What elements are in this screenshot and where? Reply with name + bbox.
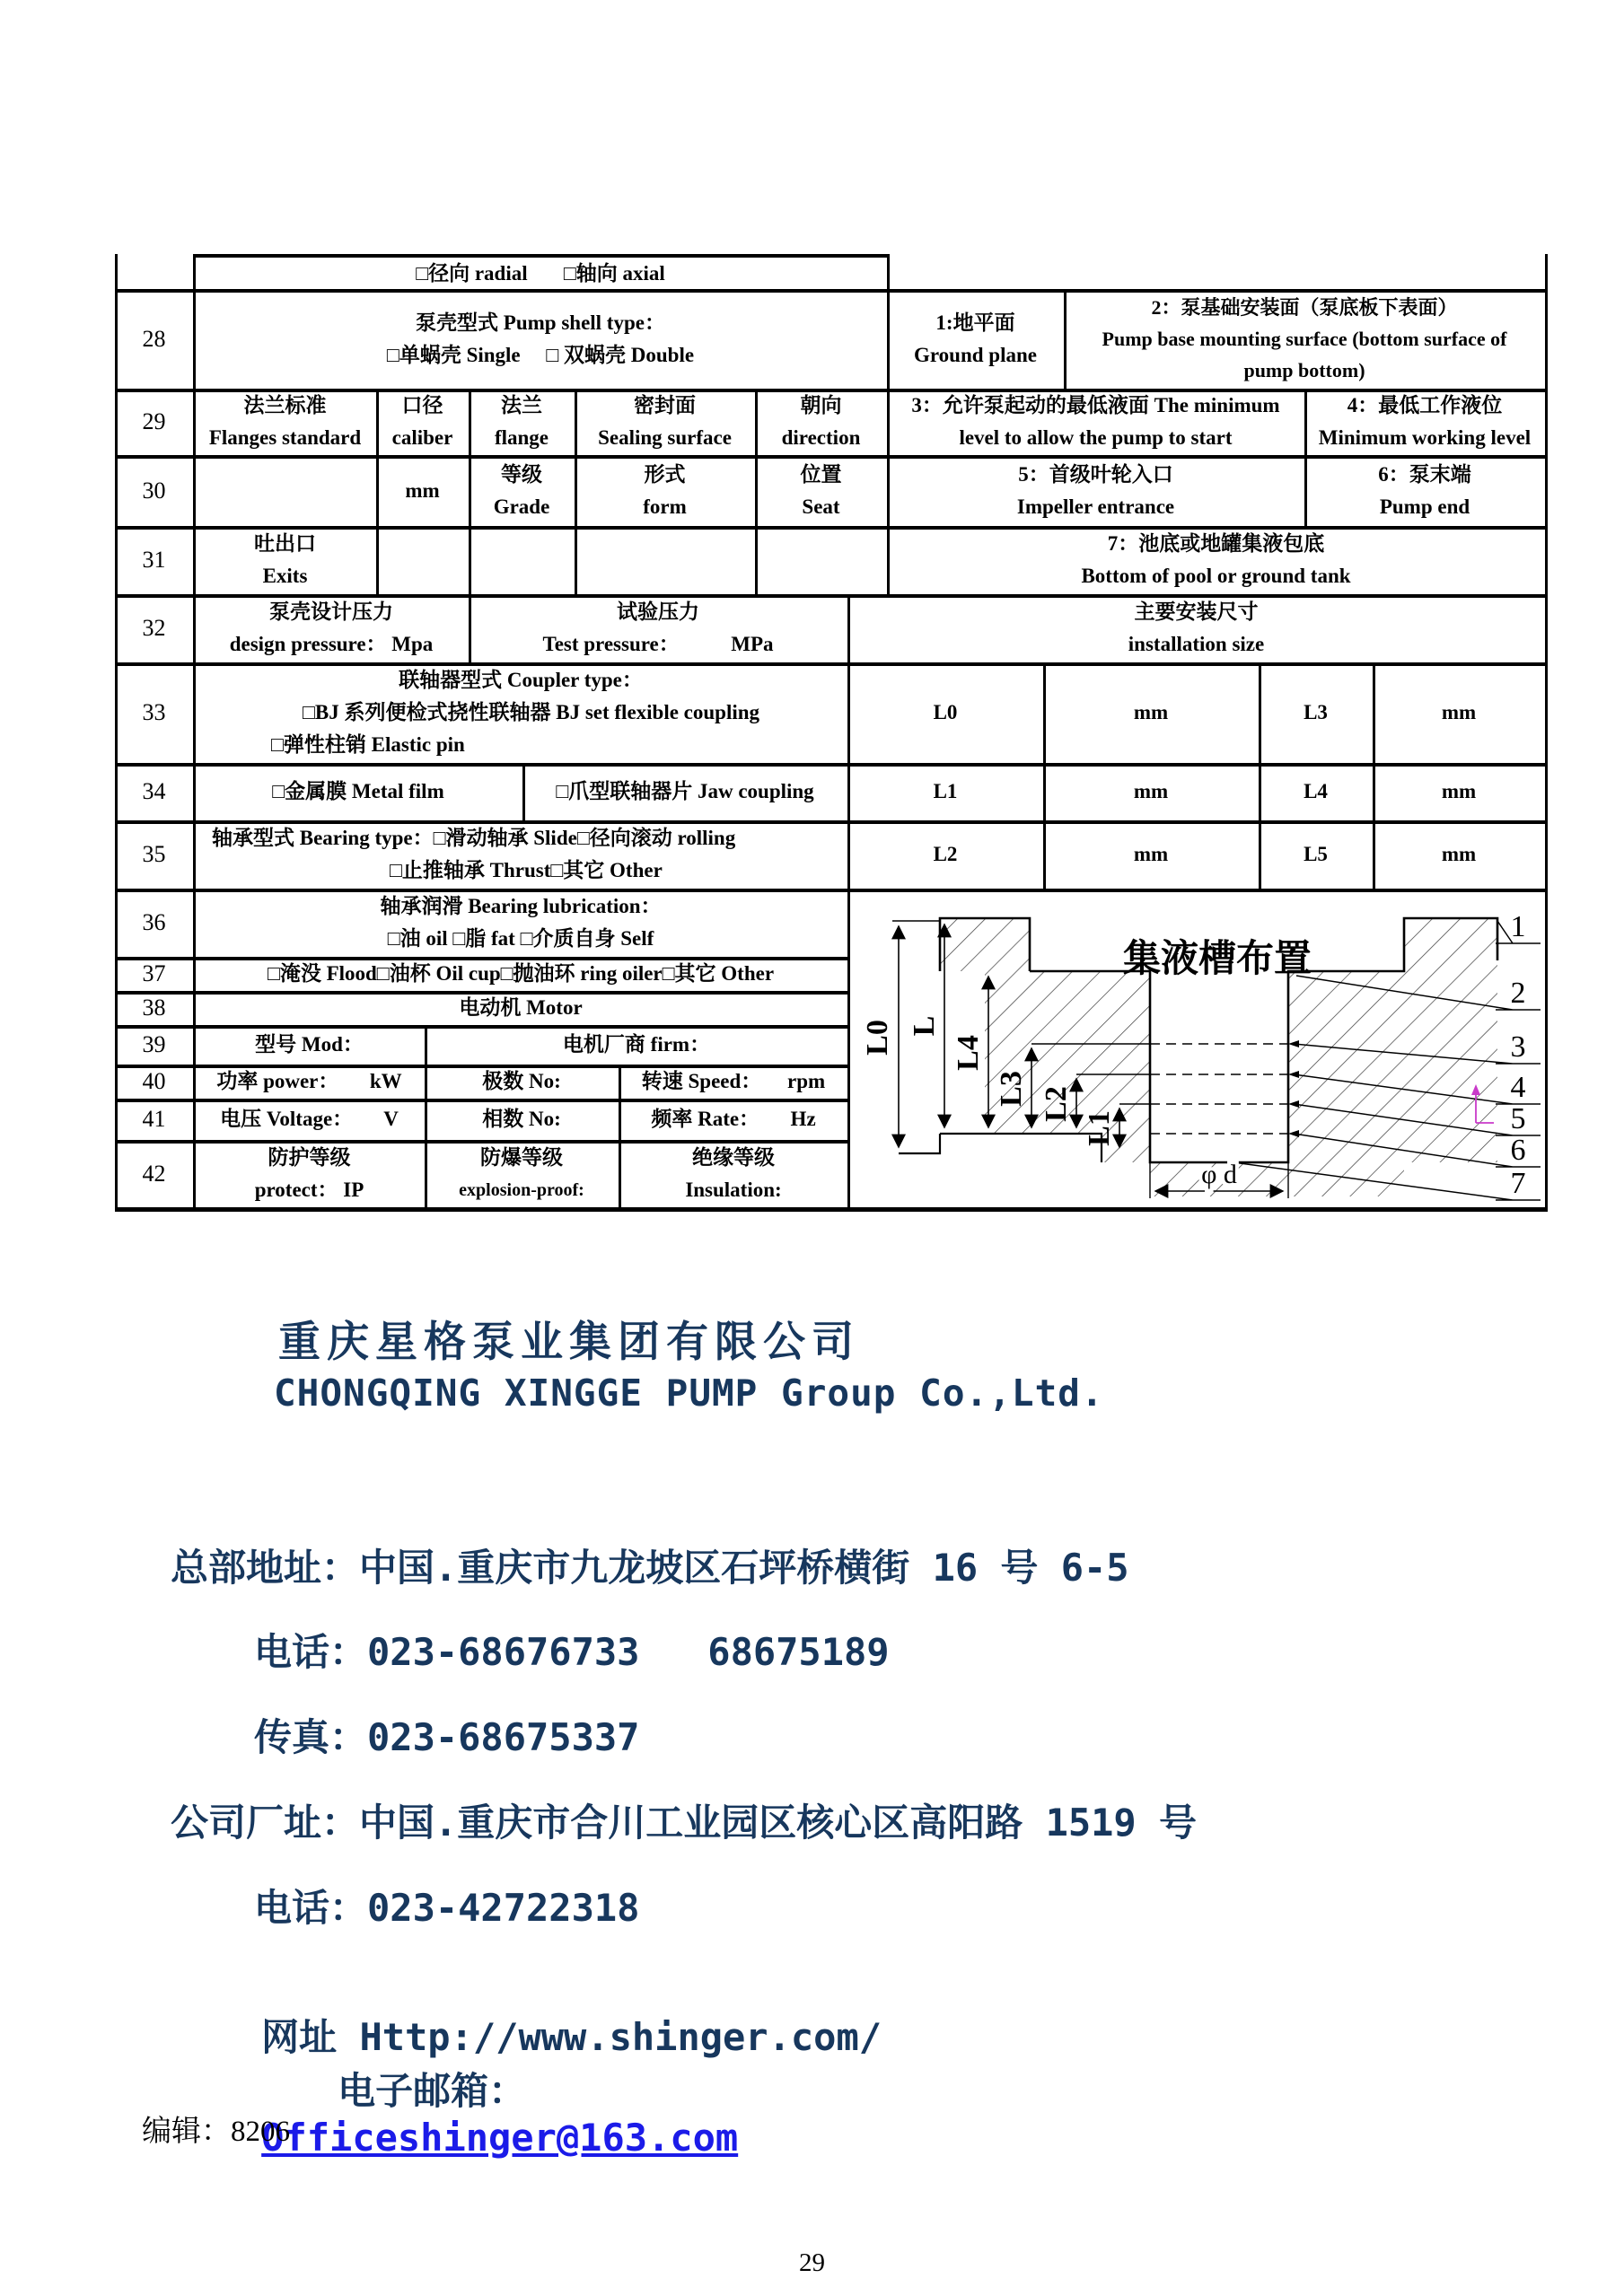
cell-text: installation size — [1128, 633, 1265, 655]
cell-text: Ground plane — [914, 343, 1037, 366]
cell-direction — [755, 389, 887, 455]
cell-text: L5 — [1304, 843, 1328, 865]
cell-insulation-grade — [619, 1140, 848, 1207]
cell-lubrication-options — [194, 957, 847, 991]
cell-text: 31 — [142, 547, 166, 573]
row-number-35 — [115, 820, 193, 889]
cell-text: 主要安装尺寸 — [1134, 600, 1259, 623]
cell-text: Flanges standard — [208, 426, 362, 449]
cell-text: 30 — [142, 477, 166, 504]
sump-layout-diagram — [847, 889, 1547, 1210]
cell-motor-header — [194, 991, 847, 1025]
leader-number-4: 4 — [1510, 1071, 1526, 1104]
cell-design-pressure — [194, 594, 469, 662]
cell-text: Bottom of pool or ground tank — [1081, 565, 1351, 587]
cell-text: 37 — [142, 960, 166, 986]
hq-address-line: 总部地址：中国.重庆市九龙坡区石坪桥横街 16 号 6-5 — [171, 1546, 1129, 1590]
cell-text: L1 — [933, 780, 958, 802]
cell-text: □止推轴承 Thrust□其它 Other — [390, 859, 663, 881]
cell-text: mm — [1133, 843, 1169, 865]
email-link[interactable]: Officeshinger@163.com — [261, 2116, 739, 2160]
cell-text: Exits — [262, 565, 308, 587]
cell-caliber — [376, 389, 469, 455]
website-url: 网址 Http://www.shinger.com/ — [261, 2015, 882, 2059]
cell-motor-poles — [425, 1065, 619, 1099]
cell-min-working-level — [1304, 389, 1545, 455]
cell-text: 功率 power： kW — [216, 1070, 402, 1092]
cell-text: 泵壳型式 Pump shell type： — [416, 311, 665, 334]
cell-text: 3：允许泵起动的最低液面 The minimum — [911, 394, 1280, 416]
cell-text: 电机厂商 firm： — [562, 1033, 711, 1056]
cell-text: 轴承润滑 Bearing lubrication： — [380, 895, 662, 917]
fax-line: 传真：023-68675337 — [254, 1715, 640, 1759]
cell-text: 防护等级 — [268, 1145, 351, 1169]
cell-text: 吐出口 — [254, 532, 316, 555]
cell-text: 法兰 — [501, 394, 542, 416]
cell-bearing-lubrication — [194, 889, 847, 957]
cell-text: 形式 — [644, 462, 686, 486]
cell-bottom-of-pool — [887, 526, 1545, 594]
cell-ground-plane — [887, 289, 1064, 389]
cell-text: pump bottom) — [1243, 359, 1365, 381]
cell-text: □弹性柱销 Elastic pin — [271, 733, 465, 756]
row-number-30 — [115, 455, 193, 526]
row-number-37 — [115, 957, 193, 991]
row-number-29 — [115, 389, 193, 455]
factory-address-line: 公司厂址：中国.重庆市合川工业园区核心区高阳路 1519 号 — [171, 1801, 1198, 1845]
cell-pump-end — [1304, 455, 1545, 526]
cell-text: 36 — [142, 909, 166, 935]
cell-dim-L5 — [1259, 820, 1373, 889]
cell-protect-grade — [194, 1140, 425, 1207]
cell-jaw-coupling — [522, 763, 847, 820]
cell-motor-speed — [619, 1065, 848, 1099]
cell-pump-shell-type — [194, 289, 887, 389]
dim-label-L3: L3 — [995, 1071, 1028, 1107]
cell-text: 41 — [142, 1106, 166, 1132]
cell-flanges-standard — [194, 389, 376, 455]
cell-text: Pump end — [1379, 495, 1470, 518]
cell-text: Test pressure： MPa — [542, 633, 774, 655]
cell-L3-mm — [1373, 662, 1545, 763]
cell-sealing-surface — [575, 389, 755, 455]
cell-text: level to allow the pump to start — [959, 426, 1233, 449]
cell-text: 39 — [142, 1031, 166, 1057]
cell-exits — [194, 526, 376, 594]
row-number-42 — [115, 1140, 193, 1207]
cell-text: 等级 — [501, 462, 542, 486]
cell-text: 位置 — [800, 462, 842, 486]
cell-motor-power — [194, 1065, 425, 1099]
leader-number-5: 5 — [1510, 1102, 1526, 1135]
cell-text: □油 oil □脂 fat □介质自身 Self — [387, 927, 654, 950]
cell-text: 相数 No: — [482, 1108, 561, 1130]
cell-text: L0 — [933, 701, 958, 723]
leader-number-1: 1 — [1510, 910, 1526, 943]
leader-number-7: 7 — [1510, 1167, 1526, 1200]
cell-text: mm — [1133, 701, 1169, 723]
cell-text: 42 — [142, 1160, 166, 1187]
cell-seat — [755, 455, 887, 526]
cell-impeller-entrance — [887, 455, 1304, 526]
cell-text: design pressure： Mpa — [229, 633, 434, 655]
leader-number-3: 3 — [1510, 1030, 1526, 1064]
level-dashed-lines — [1150, 1044, 1288, 1134]
row-number-41 — [115, 1099, 193, 1140]
cell-motor-firm — [425, 1025, 848, 1065]
cell-text: L3 — [1304, 701, 1328, 723]
cell-text: 33 — [142, 699, 166, 725]
cell-flange — [469, 389, 575, 455]
cell-motor-model — [194, 1025, 425, 1065]
cell-text: □单蜗壳 Single □ 双蜗壳 Double — [386, 343, 695, 366]
cell-dim-L2 — [847, 820, 1043, 889]
cell-L0-mm — [1043, 662, 1259, 763]
cell-dim-L1 — [847, 763, 1043, 820]
row-number-36 — [115, 889, 193, 957]
cell-text: 极数 No: — [482, 1070, 561, 1092]
row-number-38 — [115, 991, 193, 1025]
cell-grade — [469, 455, 575, 526]
dim-label-L: L — [908, 1015, 941, 1037]
cell-test-pressure — [469, 594, 847, 662]
row-number-40 — [115, 1065, 193, 1099]
cell-dim-L4 — [1259, 763, 1373, 820]
cell-text: explosion-proof: — [459, 1179, 584, 1200]
cell-text: 密封面 — [634, 394, 696, 416]
right-mass-hatch — [1288, 918, 1497, 1162]
cell-text: 35 — [142, 841, 166, 867]
cell-text: flange — [494, 426, 549, 449]
cell-coupler-type — [194, 662, 847, 763]
cell-pump-base-mounting — [1064, 289, 1545, 389]
cell-text: 绝缘等级 — [692, 1145, 775, 1169]
row-number-34 — [115, 763, 193, 820]
cell-text: □爪型联轴器片 Jaw coupling — [556, 780, 814, 802]
cell-text: 电动机 Motor — [459, 996, 583, 1019]
web-email-line — [171, 1964, 882, 2204]
cell-min-start-level — [887, 389, 1304, 455]
cell-text: mm — [1441, 780, 1477, 802]
company-name-cn: 重庆星格泵业集团有限公司 — [278, 1319, 860, 1366]
cell-text: 32 — [142, 615, 166, 641]
cell-text: 38 — [142, 995, 166, 1021]
cell-text: protect： IP — [254, 1178, 364, 1201]
left-pedestal-hatch — [940, 918, 1030, 971]
page-number: 29 — [799, 2248, 825, 2277]
cell-text: □径向 radial □轴向 axial — [416, 261, 665, 285]
cell-text: 防爆等级 — [480, 1145, 563, 1169]
cell-text: Insulation: — [685, 1178, 782, 1201]
dim-label-L2: L2 — [1040, 1086, 1073, 1122]
cell-text: Minimum working level — [1318, 426, 1532, 449]
cell-text: 28 — [142, 325, 166, 352]
cell-text: 型号 Mod： — [255, 1033, 364, 1056]
cell-text: 转速 Speed： rpm — [641, 1070, 826, 1092]
cell-form — [575, 455, 755, 526]
row-number-31 — [115, 526, 193, 594]
cell-text: Pump base mounting surface (bottom surface of — [1102, 328, 1507, 350]
cell-text: 29 — [142, 408, 166, 434]
cell-L4-mm — [1373, 763, 1545, 820]
editor-note: 编辑：8206 — [142, 2116, 290, 2148]
cell-text: 6：泵末端 — [1378, 462, 1471, 486]
hq-phone-line: 电话：023-68676733 68675189 — [254, 1630, 890, 1674]
email-label: 电子邮箱： — [338, 2069, 527, 2113]
cell-text: 联轴器型式 Coupler type： — [399, 669, 643, 691]
leader-number-6: 6 — [1510, 1134, 1526, 1167]
cell-motor-phase — [425, 1099, 619, 1140]
cell-text: 1:地平面 — [935, 311, 1015, 334]
row-number-33 — [115, 662, 193, 763]
cell-explosion-proof — [425, 1140, 619, 1207]
cell-text: □金属膜 Metal film — [272, 780, 444, 802]
cell-text: 泵壳设计压力 — [269, 600, 393, 623]
cell-mm-unit — [376, 455, 469, 526]
cell-text: mm — [405, 478, 440, 502]
company-name-en: CHONGQING XINGGE PUMP Group Co.,Ltd. — [274, 1371, 1104, 1415]
cell-text: mm — [1441, 843, 1477, 865]
cell-text: direction — [781, 426, 861, 449]
cell-text: 2：泵基础安装面（泵底板下表面） — [1151, 296, 1458, 319]
cell-text: □淹没 Flood□油杯 Oil cup□抛油环 ring oiler□其它 Other — [267, 962, 775, 985]
cell-L1-mm — [1043, 763, 1259, 820]
cell-text: 电压 Voltage： V — [220, 1108, 399, 1130]
shelf-outline — [899, 1134, 1102, 1162]
cell-text: 34 — [142, 778, 166, 804]
factory-phone-line: 电话：023-42722318 — [254, 1886, 640, 1930]
cell-text: 法兰标准 — [243, 394, 327, 416]
cell-L5-mm — [1373, 820, 1545, 889]
dim-label-L4: L4 — [952, 1035, 985, 1071]
cell-L2-mm — [1043, 820, 1259, 889]
cell-text: 5：首级叶轮入口 — [1018, 462, 1173, 486]
leader-number-2: 2 — [1510, 977, 1526, 1010]
diagram-title: 集液槽布置 — [1122, 939, 1312, 980]
row-number-39 — [115, 1025, 193, 1065]
cell-bearing-type — [194, 820, 847, 889]
cell-text: 频率 Rate： Hz — [651, 1108, 816, 1130]
cell-text: L4 — [1304, 780, 1328, 802]
cell-text: L2 — [933, 843, 958, 865]
cell-text: Seat — [802, 495, 840, 518]
row-number-32 — [115, 594, 193, 662]
cell-dim-L0 — [847, 662, 1043, 763]
cell-dim-L3 — [1259, 662, 1373, 763]
cell-motor-voltage — [194, 1099, 425, 1140]
cell-text: 7：池底或地罐集液包底 — [1107, 532, 1325, 555]
dim-label-L1: L1 — [1083, 1110, 1116, 1146]
cell-installation-size — [847, 594, 1545, 662]
dim-label-L0: L0 — [861, 1020, 894, 1056]
cell-text: 朝向 — [800, 394, 842, 416]
cell-motor-rate — [619, 1099, 848, 1140]
cell-text: 40 — [142, 1068, 166, 1094]
phi-label: φ d — [1201, 1160, 1237, 1189]
cell-text: mm — [1441, 701, 1477, 723]
cell-text: Impeller entrance — [1016, 495, 1175, 518]
cell-text: 4：最低工作液位 — [1347, 394, 1503, 416]
cell-text: caliber — [391, 426, 453, 449]
cell-metal-film — [194, 763, 522, 820]
cell-text: Grade — [493, 495, 550, 518]
cell-text: 轴承型式 Bearing type：□滑动轴承 Slide□径向滚动 rolling — [212, 827, 736, 849]
cell-text: 口径 — [401, 394, 443, 416]
cell-text: Sealing surface — [598, 426, 732, 449]
cell-text: form — [643, 495, 687, 518]
cell-text: mm — [1133, 780, 1169, 802]
cell-text: 试验压力 — [617, 600, 699, 623]
row-number-28 — [115, 289, 193, 389]
cell-text: □BJ 系列便检式挠性联轴器 BJ set flexible coupling — [303, 701, 760, 723]
cell-radial-axial — [194, 258, 887, 289]
